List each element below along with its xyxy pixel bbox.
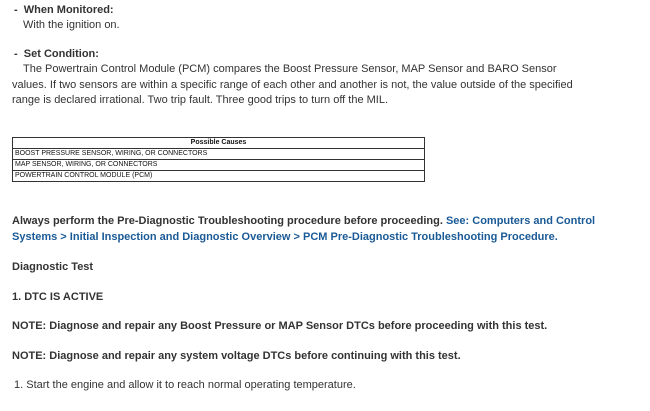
note-system-voltage: NOTE: Diagnose and repair any system voltage DTCs before continuing with this test. [12,350,461,362]
table-row [13,160,425,171]
diagnostic-test-heading: Diagnostic Test [12,261,94,273]
pre-diagnostic-link[interactable]: See: Computers and Control Systems > Initial Inspection and Diagnostic Overview > PCM Pre-Diagnostic Troubleshooting Procedure. [12,215,596,243]
table-row [13,149,425,160]
table-cell: POWERTRAIN CONTROL MODULE (PCM) [13,171,425,182]
table-cell: BOOST PRESSURE SENSOR, WIRING, OR CONNECTORS [13,149,425,160]
when-monitored-text: With the ignition on. [23,19,120,31]
note-boost-map: NOTE: Diagnose and repair any Boost Pressure or MAP Sensor DTCs before proceeding with this test. [12,320,548,332]
step-title: 1. DTC IS ACTIVE [12,291,104,303]
table-header-row [13,138,425,149]
table-row [13,171,425,182]
when-monitored-heading [14,3,114,18]
when-monitored-label: When Monitored: [23,4,114,16]
table-header-cell: Possible Causes [13,138,425,149]
bullet-dash: - [14,4,24,16]
pre-diagnostic-paragraph [12,214,622,245]
possible-causes-table [12,137,425,182]
set-condition-paragraph: The Powertrain Control Module (PCM) compares the Boost Pressure Sensor, MAP Sensor and BARO Sensor values. If two sensors are within a specific range of each other and another is not, the value outside of the specified range is declared irrational. Two trip fault. Three good trips to turn off the MIL. [12,63,573,106]
set-condition-label: Set Condition: [23,48,99,60]
set-condition-heading [14,47,99,62]
step-1-instruction: 1. Start the engine and allow it to reach normal operating temperature. [14,379,356,391]
pre-diagnostic-text: Always perform the Pre-Diagnostic Troubleshooting procedure before proceeding. [12,215,443,227]
bullet-dash: - [14,48,24,60]
table-cell: MAP SENSOR, WIRING, OR CONNECTORS [13,160,425,171]
set-condition-text [12,62,582,109]
